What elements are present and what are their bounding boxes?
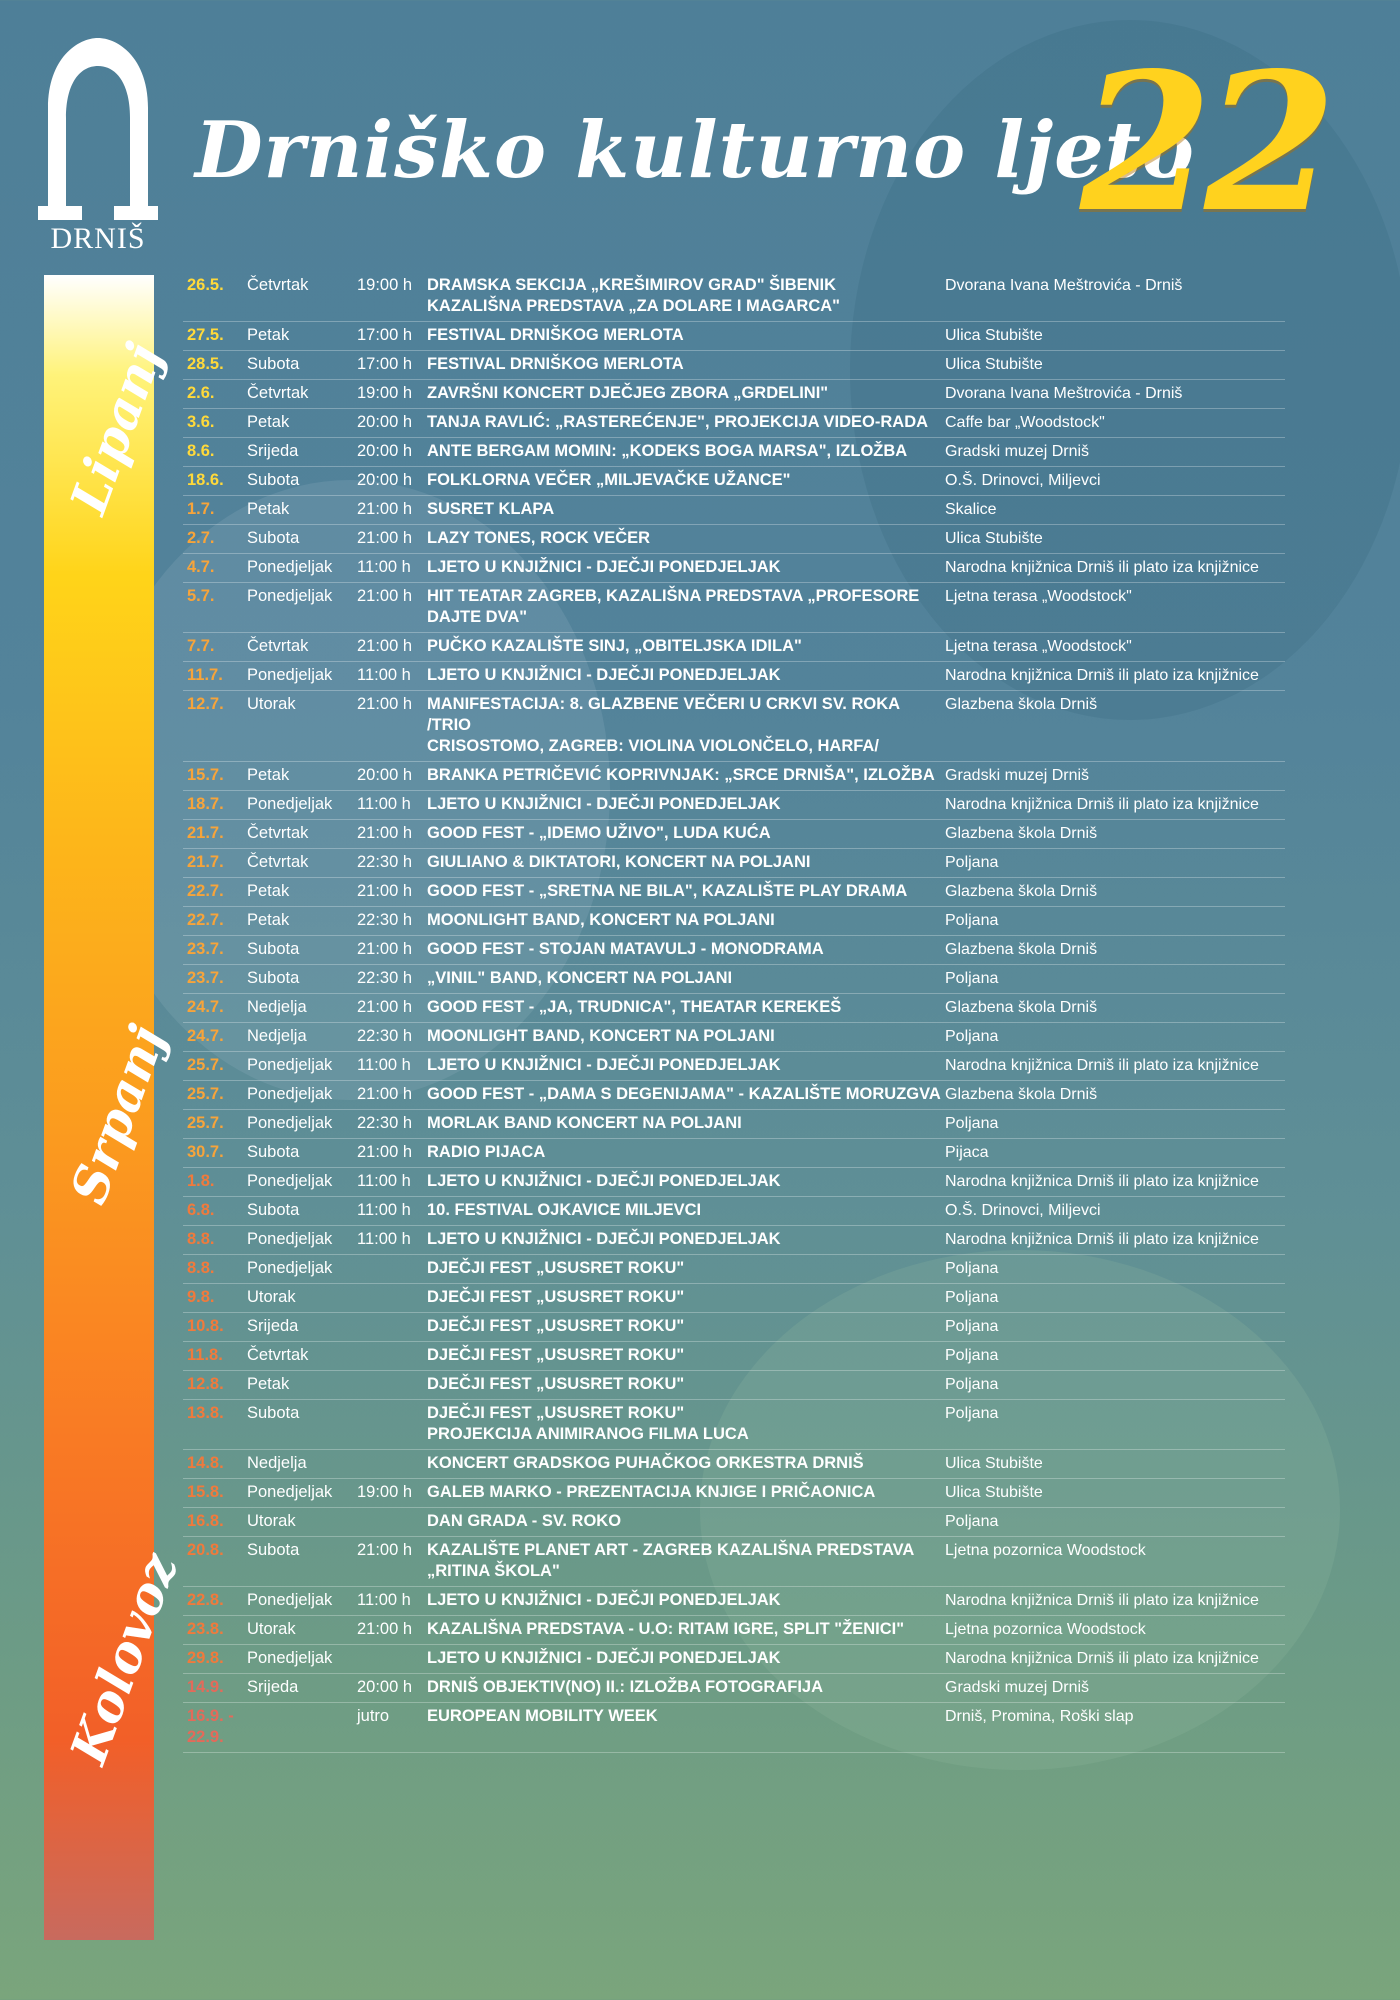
event-time: 21:00 h: [357, 1620, 413, 1638]
event-venue: Glazbena škola Drniš: [945, 999, 1098, 1016]
event-time: 17:00 h: [357, 326, 413, 344]
event-venue: Ulica Stubište: [945, 1455, 1043, 1472]
event-venue: Glazbena škola Drniš: [945, 941, 1098, 958]
event-title: „VINIL" BAND, KONCERT NA POLJANI: [427, 969, 733, 987]
event-title: MANIFESTACIJA: 8. GLAZBENE VEČERI U CRKVI SV. ROKA /TRIO CRISOSTOMO, ZAGREB: VIOLINA VIOLONČELO, HARFA/: [427, 695, 900, 755]
table-row: [183, 1284, 1285, 1313]
event-venue: Gradski muzej Drniš: [945, 443, 1090, 460]
event-day: Ponedjeljak: [247, 558, 333, 576]
event-time: 11:00 h: [357, 795, 411, 813]
event-day: Subota: [247, 1201, 300, 1219]
table-row: [183, 1197, 1285, 1226]
event-day: Petak: [247, 326, 290, 344]
event-day: Subota: [247, 529, 300, 547]
event-venue: Poljana: [945, 912, 999, 929]
event-title: LJETO U KNJIŽNICI - DJEČJI PONEDJELJAK: [427, 1056, 781, 1074]
event-time: 11:00 h: [357, 666, 411, 684]
event-day: Ponedjeljak: [247, 1230, 333, 1248]
event-title: FESTIVAL DRNIŠKOG MERLOTA: [427, 355, 684, 373]
event-venue: Narodna knjižnica Drniš ili plato iza knjižnice: [945, 1057, 1259, 1074]
table-row: [183, 1052, 1285, 1081]
event-time: [357, 1511, 427, 1532]
event-venue: Narodna knjižnica Drniš ili plato iza knjižnice: [945, 1231, 1259, 1248]
event-time: 21:00 h: [357, 529, 413, 547]
event-date: 10.8.: [187, 1317, 224, 1335]
event-date: 7.7.: [187, 637, 215, 655]
event-title: GOOD FEST - „SRETNA NE BILA", KAZALIŠTE PLAY DRAMA: [427, 882, 908, 900]
event-time: [357, 1258, 427, 1279]
event-date: 12.8.: [187, 1375, 224, 1393]
event-day: Četvrtak: [247, 637, 309, 655]
event-time: [357, 1345, 427, 1366]
table-row: [183, 1674, 1285, 1703]
table-row: [183, 409, 1285, 438]
event-date: 23.7.: [187, 969, 224, 987]
event-date: 18.7.: [187, 795, 224, 813]
event-time: 22:30 h: [357, 853, 413, 871]
event-day: [247, 1706, 357, 1748]
page-title: Drniško kulturno ljeto: [195, 105, 1195, 196]
event-time: 21:00 h: [357, 500, 413, 518]
event-date: 30.7.: [187, 1143, 224, 1161]
event-time: 11:00 h: [357, 1172, 411, 1190]
event-time: 21:00 h: [357, 637, 413, 655]
event-date: 14.9.: [187, 1678, 224, 1696]
event-day: Utorak: [247, 1620, 296, 1638]
event-time: 21:00 h: [357, 940, 413, 958]
event-time: 11:00 h: [357, 1591, 411, 1609]
event-date: 5.7.: [187, 587, 215, 605]
event-day: Subota: [247, 355, 300, 373]
event-day: Subota: [247, 940, 300, 958]
event-venue: Poljana: [945, 1028, 999, 1045]
table-row: [183, 691, 1285, 762]
schedule-table: [183, 272, 1285, 1753]
event-date: 8.6.: [187, 442, 215, 460]
event-time: 20:00 h: [357, 413, 413, 431]
event-time: 19:00 h: [357, 276, 413, 294]
event-time: jutro: [357, 1707, 390, 1725]
event-day: Ponedjeljak: [247, 1172, 333, 1190]
event-venue: Narodna knjižnica Drniš ili plato iza knjižnice: [945, 667, 1259, 684]
event-title: ZAVRŠNI KONCERT DJEČJEG ZBORA „GRDELINI": [427, 384, 829, 402]
event-date: 24.7.: [187, 998, 224, 1016]
event-title: GOOD FEST - STOJAN MATAVULJ - MONODRAMA: [427, 940, 824, 958]
event-date: 24.7.: [187, 1027, 224, 1045]
event-time: 17:00 h: [357, 355, 413, 373]
event-day: Petak: [247, 766, 290, 784]
table-row: [183, 438, 1285, 467]
event-title: DJEČJI FEST „USUSRET ROKU": [427, 1375, 685, 1393]
table-row: [183, 849, 1285, 878]
table-row: [183, 1450, 1285, 1479]
event-venue: Dvorana Ivana Meštrovića - Drniš: [945, 385, 1183, 402]
event-venue: Skalice: [945, 501, 997, 518]
event-time: [357, 1648, 427, 1669]
event-day: Utorak: [247, 1288, 296, 1306]
event-title: LJETO U KNJIŽNICI - DJEČJI PONEDJELJAK: [427, 1591, 781, 1609]
event-day: Petak: [247, 413, 290, 431]
event-day: Subota: [247, 1541, 300, 1559]
event-venue: Narodna knjižnica Drniš ili plato iza knjižnice: [945, 796, 1259, 813]
table-row: [183, 1645, 1285, 1674]
event-title: LJETO U KNJIŽNICI - DJEČJI PONEDJELJAK: [427, 558, 781, 576]
table-row: [183, 554, 1285, 583]
event-day: Četvrtak: [247, 276, 309, 294]
event-time: 20:00 h: [357, 766, 413, 784]
table-row: [183, 907, 1285, 936]
event-day: Subota: [247, 1143, 300, 1161]
event-title: 10. FESTIVAL OJKAVICE MILJEVCI: [427, 1201, 702, 1219]
event-day: Četvrtak: [247, 1346, 309, 1364]
event-time: 21:00 h: [357, 1085, 413, 1103]
event-title: GOOD FEST - „DAMA S DEGENIJAMA" - KAZALIŠTE MORUZGVA: [427, 1085, 941, 1103]
event-venue: Dvorana Ivana Meštrovića - Drniš: [945, 277, 1183, 294]
month-label-august: Kolovoz: [58, 1545, 189, 1772]
event-date: 1.8.: [187, 1172, 215, 1190]
table-row: [183, 1081, 1285, 1110]
event-day: Petak: [247, 882, 290, 900]
event-day: Subota: [247, 1404, 300, 1422]
event-venue: O.Š. Drinovci, Miljevci: [945, 472, 1101, 489]
event-time: 21:00 h: [357, 824, 413, 842]
event-time: [357, 1453, 427, 1474]
event-title: GOOD FEST - „IDEMO UŽIVO", LUDA KUĆA: [427, 824, 771, 842]
event-title: GOOD FEST - „JA, TRUDNICA", THEATAR KEREKEŠ: [427, 998, 842, 1016]
event-date: 20.8.: [187, 1541, 224, 1559]
event-time: 20:00 h: [357, 1678, 413, 1696]
event-date: 16.9. - 22.9.: [187, 1707, 234, 1746]
event-time: [357, 1316, 427, 1337]
event-date: 15.7.: [187, 766, 224, 784]
event-day: Ponedjeljak: [247, 1056, 333, 1074]
table-row: [183, 1110, 1285, 1139]
event-title: DJEČJI FEST „USUSRET ROKU" PROJEKCIJA ANIMIRANOG FILMA LUCA: [427, 1404, 749, 1443]
event-date: 18.6.: [187, 471, 224, 489]
event-day: Nedjelja: [247, 1027, 307, 1045]
table-row: [183, 1023, 1285, 1052]
event-date: 6.8.: [187, 1201, 215, 1219]
event-day: Srijeda: [247, 1678, 299, 1696]
logo-text: DRNIŠ: [50, 222, 146, 255]
table-row: [183, 322, 1285, 351]
table-row: [183, 1168, 1285, 1197]
table-row: [183, 965, 1285, 994]
event-title: DJEČJI FEST „USUSRET ROKU": [427, 1259, 685, 1277]
event-venue: Poljana: [945, 970, 999, 987]
event-title: LAZY TONES, ROCK VEČER: [427, 529, 651, 547]
event-title: LJETO U KNJIŽNICI - DJEČJI PONEDJELJAK: [427, 795, 781, 813]
event-venue: Poljana: [945, 1289, 999, 1306]
event-venue: Ljetna pozornica Woodstock: [945, 1621, 1146, 1638]
event-time: 21:00 h: [357, 695, 413, 713]
event-title: DJEČJI FEST „USUSRET ROKU": [427, 1346, 685, 1364]
event-day: Ponedjeljak: [247, 587, 333, 605]
event-time: 22:30 h: [357, 969, 413, 987]
event-time: 21:00 h: [357, 587, 413, 605]
event-time: 21:00 h: [357, 998, 413, 1016]
event-title: KAZALIŠNA PREDSTAVA - U.O: RITAM IGRE, SPLIT "ŽENICI": [427, 1620, 905, 1638]
event-venue: Drniš, Promina, Roški slap: [945, 1708, 1134, 1725]
event-time: 19:00 h: [357, 384, 413, 402]
event-venue: Poljana: [945, 1376, 999, 1393]
event-day: Četvrtak: [247, 853, 309, 871]
event-title: DRNIŠ OBJEKTIV(NO) II.: IZLOŽBA FOTOGRAFIJA: [427, 1678, 823, 1696]
month-label-july: Srpanj: [58, 1017, 177, 1212]
event-time: 22:30 h: [357, 1027, 413, 1045]
event-venue: Glazbena škola Drniš: [945, 696, 1098, 713]
event-date: 23.8.: [187, 1620, 224, 1638]
event-title: LJETO U KNJIŽNICI - DJEČJI PONEDJELJAK: [427, 1649, 781, 1667]
event-title: FESTIVAL DRNIŠKOG MERLOTA: [427, 326, 684, 344]
event-day: Srijeda: [247, 1317, 299, 1335]
event-date: 25.7.: [187, 1085, 224, 1103]
table-row: [183, 1313, 1285, 1342]
event-time: 19:00 h: [357, 1483, 413, 1501]
event-day: Ponedjeljak: [247, 1085, 333, 1103]
table-row: [183, 380, 1285, 409]
event-title: TANJA RAVLIĆ: „RASTEREĆENJE", PROJEKCIJA VIDEO-RADA: [427, 413, 929, 431]
event-date: 8.8.: [187, 1259, 215, 1277]
year-badge: 22: [1080, 31, 1329, 254]
event-day: Ponedjeljak: [247, 1114, 333, 1132]
table-row: [183, 633, 1285, 662]
event-title: FOLKLORNA VEČER „MILJEVAČKE UŽANCE": [427, 471, 791, 489]
event-date: 21.7.: [187, 824, 224, 842]
table-row: [183, 820, 1285, 849]
table-row: [183, 1371, 1285, 1400]
event-time: 20:00 h: [357, 442, 413, 460]
event-date: 16.8.: [187, 1512, 224, 1530]
table-row: [183, 351, 1285, 380]
event-date: 27.5.: [187, 326, 224, 344]
event-time: 11:00 h: [357, 558, 411, 576]
event-date: 11.7.: [187, 666, 223, 684]
event-date: 23.7.: [187, 940, 224, 958]
event-time: [357, 1287, 427, 1308]
event-title: GIULIANO & DIKTATORI, KONCERT NA POLJANI: [427, 853, 811, 871]
event-date: 11.8.: [187, 1346, 223, 1364]
event-title: KAZALIŠTE PLANET ART - ZAGREB KAZALIŠNA PREDSTAVA „RITINA ŠKOLA": [427, 1541, 915, 1580]
event-date: 22.7.: [187, 882, 224, 900]
event-time: 11:00 h: [357, 1056, 411, 1074]
event-date: 13.8.: [187, 1404, 224, 1422]
event-title: DAN GRADA - SV. ROKO: [427, 1512, 622, 1530]
event-venue: Gradski muzej Drniš: [945, 767, 1090, 784]
table-row: [183, 272, 1285, 322]
event-time: 22:30 h: [357, 911, 413, 929]
event-date: 12.7.: [187, 695, 224, 713]
event-venue: Poljana: [945, 1347, 999, 1364]
table-row: [183, 1226, 1285, 1255]
event-venue: Ljetna pozornica Woodstock: [945, 1542, 1146, 1559]
table-row: [183, 1342, 1285, 1371]
event-date: 22.8.: [187, 1591, 224, 1609]
table-row: [183, 994, 1285, 1023]
table-row: [183, 1139, 1285, 1168]
event-date: 2.7.: [187, 529, 215, 547]
event-title: DJEČJI FEST „USUSRET ROKU": [427, 1288, 685, 1306]
event-title: KONCERT GRADSKOG PUHAČKOG ORKESTRA DRNIŠ: [427, 1454, 864, 1472]
table-row: [183, 1587, 1285, 1616]
event-title: MORLAK BAND KONCERT NA POLJANI: [427, 1114, 742, 1132]
event-date: 28.5.: [187, 355, 224, 373]
table-row: [183, 662, 1285, 691]
event-day: Subota: [247, 969, 300, 987]
table-row: [183, 878, 1285, 907]
event-time: 11:00 h: [357, 1201, 411, 1219]
event-venue: Poljana: [945, 1260, 999, 1277]
event-title: DRAMSKA SEKCIJA „KREŠIMIROV GRAD" ŠIBENIK KAZALIŠNA PREDSTAVA „ZA DOLARE I MAGARCA": [427, 276, 840, 315]
event-venue: Poljana: [945, 1318, 999, 1335]
event-date: 3.6.: [187, 413, 215, 431]
event-date: 29.8.: [187, 1649, 224, 1667]
event-title: ANTE BERGAM MOMIN: „KODEKS BOGA MARSA", IZLOŽBA: [427, 442, 908, 460]
event-venue: Ulica Stubište: [945, 530, 1043, 547]
event-date: 22.7.: [187, 911, 224, 929]
event-venue: Narodna knjižnica Drniš ili plato iza knjižnice: [945, 1173, 1259, 1190]
event-venue: Glazbena škola Drniš: [945, 883, 1098, 900]
event-time: [357, 1374, 427, 1395]
table-row: [183, 496, 1285, 525]
event-date: 8.8.: [187, 1230, 215, 1248]
event-date: 9.8.: [187, 1288, 215, 1306]
event-day: Ponedjeljak: [247, 795, 333, 813]
table-row: [183, 762, 1285, 791]
event-day: Ponedjeljak: [247, 1649, 333, 1667]
event-venue: Narodna knjižnica Drniš ili plato iza knjižnice: [945, 1592, 1259, 1609]
event-venue: Ulica Stubište: [945, 356, 1043, 373]
table-row: [183, 1703, 1285, 1753]
table-row: [183, 525, 1285, 554]
event-title: MOONLIGHT BAND, KONCERT NA POLJANI: [427, 911, 775, 929]
event-day: Nedjelja: [247, 998, 307, 1016]
table-row: [183, 1537, 1285, 1587]
event-date: 26.5.: [187, 276, 224, 294]
table-row: [183, 1400, 1285, 1450]
event-time: 11:00 h: [357, 1230, 411, 1248]
event-day: Srijeda: [247, 442, 299, 460]
event-title: DJEČJI FEST „USUSRET ROKU": [427, 1317, 685, 1335]
event-venue: Narodna knjižnica Drniš ili plato iza knjižnice: [945, 559, 1259, 576]
event-venue: Glazbena škola Drniš: [945, 1086, 1098, 1103]
month-label-june: Lipanj: [58, 335, 175, 522]
event-day: Ponedjeljak: [247, 1591, 333, 1609]
event-venue: Ljetna terasa „Woodstock": [945, 588, 1132, 605]
event-title: SUSRET KLAPA: [427, 500, 555, 518]
table-row: [183, 1616, 1285, 1645]
event-venue: Poljana: [945, 854, 999, 871]
event-venue: Ulica Stubište: [945, 327, 1043, 344]
event-venue: Poljana: [945, 1405, 999, 1422]
event-title: EUROPEAN MOBILITY WEEK: [427, 1707, 658, 1725]
event-day: Utorak: [247, 695, 296, 713]
event-venue: Ulica Stubište: [945, 1484, 1043, 1501]
event-venue: Gradski muzej Drniš: [945, 1679, 1090, 1696]
table-row: [183, 1508, 1285, 1537]
event-venue: O.Š. Drinovci, Miljevci: [945, 1202, 1101, 1219]
event-title: GALEB MARKO - PREZENTACIJA KNJIGE I PRIČAONICA: [427, 1483, 876, 1501]
event-venue: Pijaca: [945, 1144, 989, 1161]
event-time: 21:00 h: [357, 882, 413, 900]
event-day: Ponedjeljak: [247, 1483, 333, 1501]
event-time: [357, 1403, 427, 1445]
event-title: HIT TEATAR ZAGREB, KAZALIŠNA PREDSTAVA „PROFESORE DAJTE DVA": [427, 587, 920, 626]
table-row: [183, 583, 1285, 633]
event-time: 22:30 h: [357, 1114, 413, 1132]
event-venue: Caffe bar „Woodstock": [945, 414, 1105, 431]
event-date: 25.7.: [187, 1114, 224, 1132]
event-date: 2.6.: [187, 384, 215, 402]
event-title: LJETO U KNJIŽNICI - DJEČJI PONEDJELJAK: [427, 666, 781, 684]
event-date: 4.7.: [187, 558, 215, 576]
event-day: Subota: [247, 471, 300, 489]
event-date: 14.8.: [187, 1454, 224, 1472]
event-title: MOONLIGHT BAND, KONCERT NA POLJANI: [427, 1027, 775, 1045]
event-venue: Glazbena škola Drniš: [945, 825, 1098, 842]
event-title: LJETO U KNJIŽNICI - DJEČJI PONEDJELJAK: [427, 1172, 781, 1190]
table-row: [183, 791, 1285, 820]
event-venue: Ljetna terasa „Woodstock": [945, 638, 1132, 655]
event-title: LJETO U KNJIŽNICI - DJEČJI PONEDJELJAK: [427, 1230, 781, 1248]
event-date: 25.7.: [187, 1056, 224, 1074]
event-venue: Poljana: [945, 1115, 999, 1132]
event-day: Četvrtak: [247, 824, 309, 842]
event-day: Ponedjeljak: [247, 1259, 333, 1277]
event-day: Četvrtak: [247, 384, 309, 402]
event-day: Utorak: [247, 1512, 296, 1530]
event-venue: Narodna knjižnica Drniš ili plato iza knjižnice: [945, 1650, 1259, 1667]
table-row: [183, 467, 1285, 496]
event-time: 21:00 h: [357, 1143, 413, 1161]
event-day: Ponedjeljak: [247, 666, 333, 684]
table-row: [183, 936, 1285, 965]
table-row: [183, 1479, 1285, 1508]
event-time: 20:00 h: [357, 471, 413, 489]
event-day: Nedjelja: [247, 1454, 307, 1472]
event-venue: Poljana: [945, 1513, 999, 1530]
event-date: 1.7.: [187, 500, 215, 518]
event-date: 15.8.: [187, 1483, 224, 1501]
event-date: 21.7.: [187, 853, 224, 871]
table-row: [183, 1255, 1285, 1284]
event-day: Petak: [247, 500, 290, 518]
event-day: Petak: [247, 911, 290, 929]
event-day: Petak: [247, 1375, 290, 1393]
event-time: 21:00 h: [357, 1541, 413, 1559]
event-title: RADIO PIJACA: [427, 1143, 546, 1161]
event-title: BRANKA PETRIČEVIĆ KOPRIVNJAK: „SRCE DRNIŠA", IZLOŽBA: [427, 766, 935, 784]
event-title: PUČKO KAZALIŠTE SINJ, „OBITELJSKA IDILA": [427, 637, 802, 655]
